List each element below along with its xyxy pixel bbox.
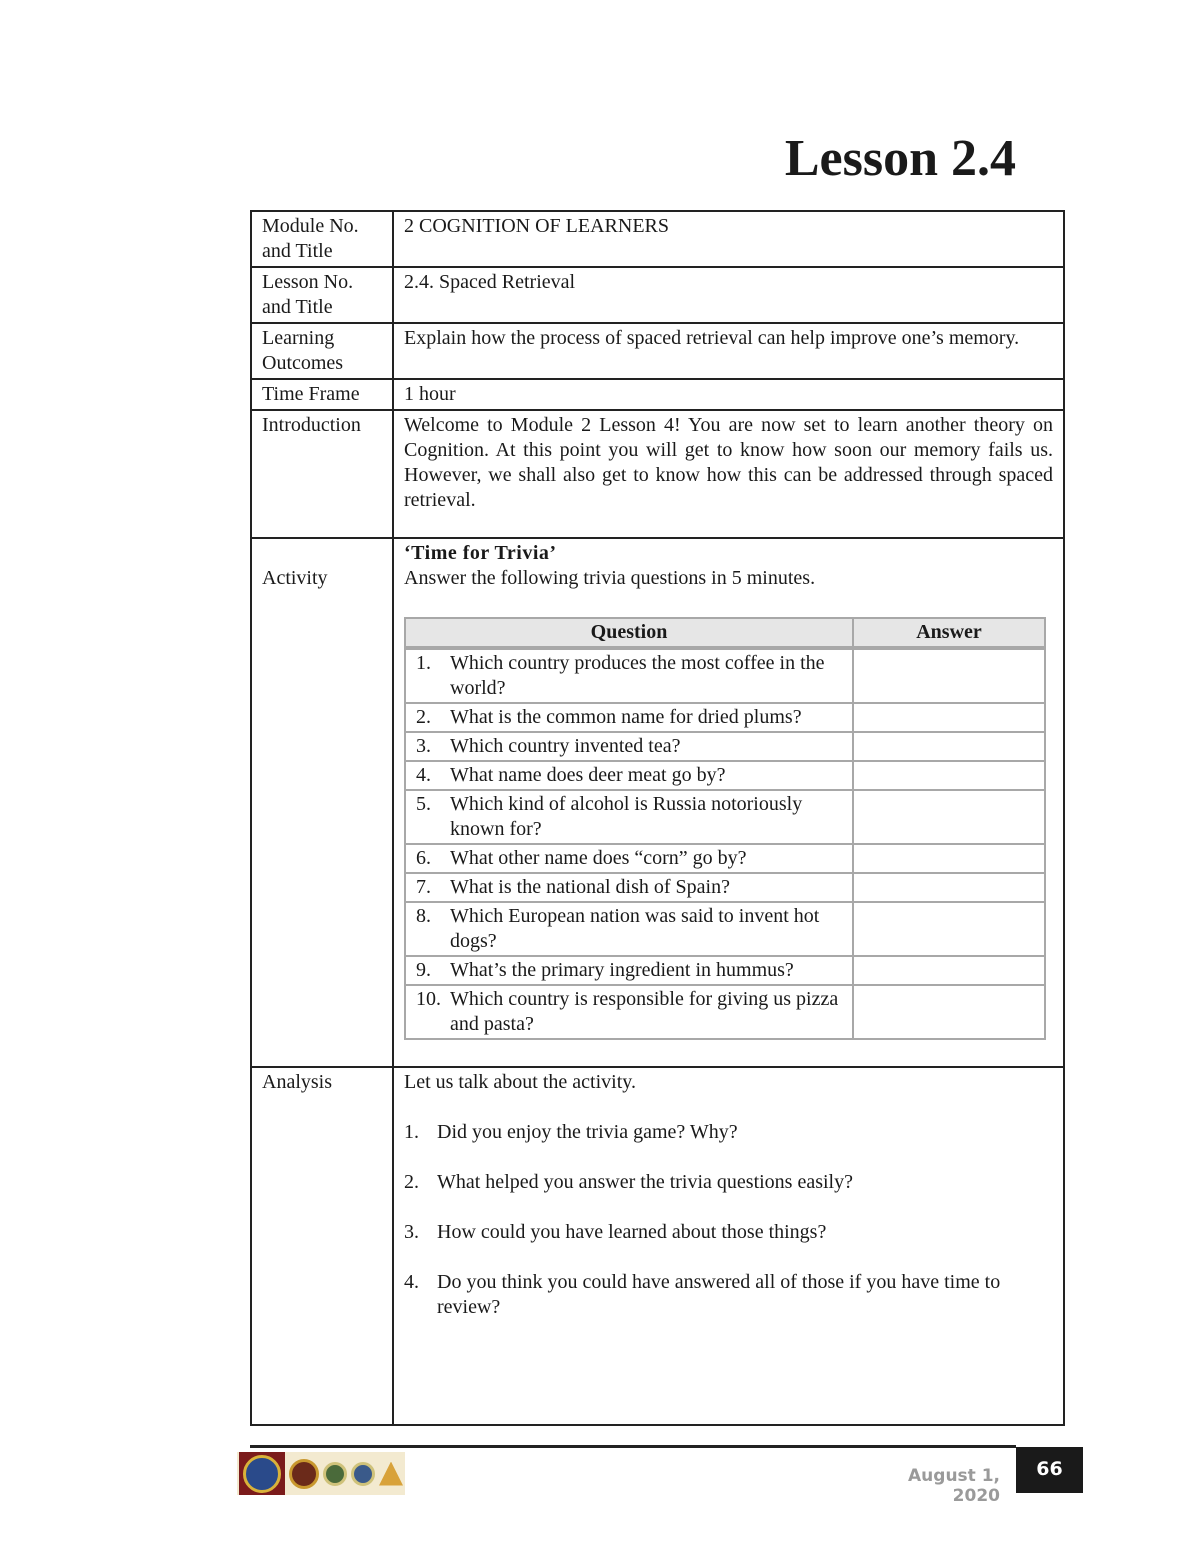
lesson-label: Lesson No. and Title (251, 267, 393, 323)
activity-content (393, 538, 1064, 1067)
answer-header: Answer (853, 618, 1045, 648)
activity-instruction: Answer the following trivia questions in 5 minutes. (404, 567, 816, 589)
time-label: Time Frame (251, 379, 393, 410)
table-row (405, 648, 1045, 703)
analysis-question-number: 3. (404, 1221, 419, 1243)
outcomes-label: Learning Outcomes (251, 323, 393, 379)
answer-cell[interactable] (853, 985, 1045, 1039)
question-number: 8. (416, 905, 431, 927)
table-row (405, 844, 1045, 873)
question-number: 3. (416, 735, 431, 757)
activity-label-cell (251, 538, 393, 1067)
question-text: Which country is responsible for giving us pizza and pasta? (450, 988, 839, 1035)
page-number: 66 (1016, 1447, 1083, 1493)
answer-cell[interactable] (853, 732, 1045, 761)
answer-cell[interactable] (853, 703, 1045, 732)
list-item (404, 1170, 1053, 1195)
analysis-question-number: 4. (404, 1271, 419, 1293)
answer-cell[interactable] (853, 956, 1045, 985)
university-logo (289, 1459, 319, 1489)
footer-divider (250, 1445, 1016, 1448)
analysis-question-text: Do you think you could have answered all of those if you have time to review? (437, 1271, 1001, 1318)
table-row (405, 902, 1045, 956)
list-item (404, 1120, 1053, 1145)
activity-row (251, 538, 1064, 1067)
question-text: What is the national dish of Spain? (450, 876, 730, 898)
question-text: What’s the primary ingredient in hummus? (450, 959, 794, 981)
footer-logos (237, 1452, 405, 1495)
partner-logo (379, 1462, 403, 1486)
lesson-value: 2.4. Spaced Retrieval (393, 267, 1064, 323)
time-row (251, 379, 1064, 410)
analysis-question-number: 2. (404, 1171, 419, 1193)
analysis-intro: Let us talk about the activity. (404, 1071, 636, 1093)
table-row (405, 956, 1045, 985)
module-label: Module No. and Title (251, 211, 393, 267)
module-value: 2 COGNITION OF LEARNERS (393, 211, 1064, 267)
analysis-question-number: 1. (404, 1121, 419, 1143)
lesson-row (251, 267, 1064, 323)
answer-cell[interactable] (853, 902, 1045, 956)
analysis-label: Analysis (251, 1067, 393, 1425)
footer-date: August 1, 2020 (908, 1466, 1000, 1506)
list-item (404, 1220, 1053, 1245)
question-text: Which country invented tea? (450, 735, 681, 757)
question-text: What other name does “corn” go by? (450, 847, 747, 869)
table-row (405, 873, 1045, 902)
analysis-question-text: What helped you answer the trivia questions easily? (437, 1171, 853, 1193)
question-number: 9. (416, 959, 431, 981)
intro-label: Introduction (251, 410, 393, 538)
trivia-header-row (405, 618, 1045, 648)
question-text: What is the common name for dried plums? (450, 706, 802, 728)
question-number: 5. (416, 793, 431, 815)
table-row (405, 703, 1045, 732)
time-value: 1 hour (393, 379, 1064, 410)
lesson-heading: Lesson 2.4 (784, 130, 1016, 187)
question-text: What name does deer meat go by? (450, 764, 726, 786)
question-number: 4. (416, 764, 431, 786)
table-row (405, 790, 1045, 844)
outcomes-row (251, 323, 1064, 379)
analysis-question-text: How could you have learned about those things? (437, 1221, 827, 1243)
table-row (405, 732, 1045, 761)
question-number: 6. (416, 847, 431, 869)
lesson-plan-table (250, 210, 1065, 1426)
activity-title: ‘Time for Trivia’ (404, 542, 557, 564)
analysis-row (251, 1067, 1064, 1425)
question-text: Which country produces the most coffee in the world? (450, 652, 825, 699)
table-row (405, 985, 1045, 1039)
answer-cell[interactable] (853, 873, 1045, 902)
analysis-question-text: Did you enjoy the trivia game? Why? (437, 1121, 738, 1143)
table-row (405, 761, 1045, 790)
intro-text: Welcome to Module 2 Lesson 4! You are now set to learn another theory on Cognition. At this point you will get to know how soon our memory fails us. However, we shall also get to know how this can be addressed through spaced retrieval. (393, 410, 1064, 538)
answer-cell[interactable] (853, 648, 1045, 703)
answer-cell[interactable] (853, 761, 1045, 790)
activity-label: Activity (262, 567, 328, 589)
question-text: Which European nation was said to invent hot dogs? (450, 905, 820, 952)
question-number: 1. (416, 652, 431, 674)
question-number: 2. (416, 706, 431, 728)
answer-cell[interactable] (853, 844, 1045, 873)
answer-cell[interactable] (853, 790, 1045, 844)
list-item (404, 1270, 1053, 1320)
analysis-question-list (404, 1120, 1053, 1320)
question-header: Question (405, 618, 853, 648)
partner-logo (323, 1462, 347, 1486)
outcomes-value: Explain how the process of spaced retrieval can help improve one’s memory. (393, 323, 1064, 379)
analysis-content (393, 1067, 1064, 1425)
question-number: 7. (416, 876, 431, 898)
seal-logo (239, 1452, 285, 1495)
module-row (251, 211, 1064, 267)
partner-logo (351, 1462, 375, 1486)
intro-row (251, 410, 1064, 538)
question-text: Which kind of alcohol is Russia notoriously known for? (450, 793, 803, 840)
question-number: 10. (416, 988, 441, 1010)
trivia-table (404, 617, 1046, 1040)
